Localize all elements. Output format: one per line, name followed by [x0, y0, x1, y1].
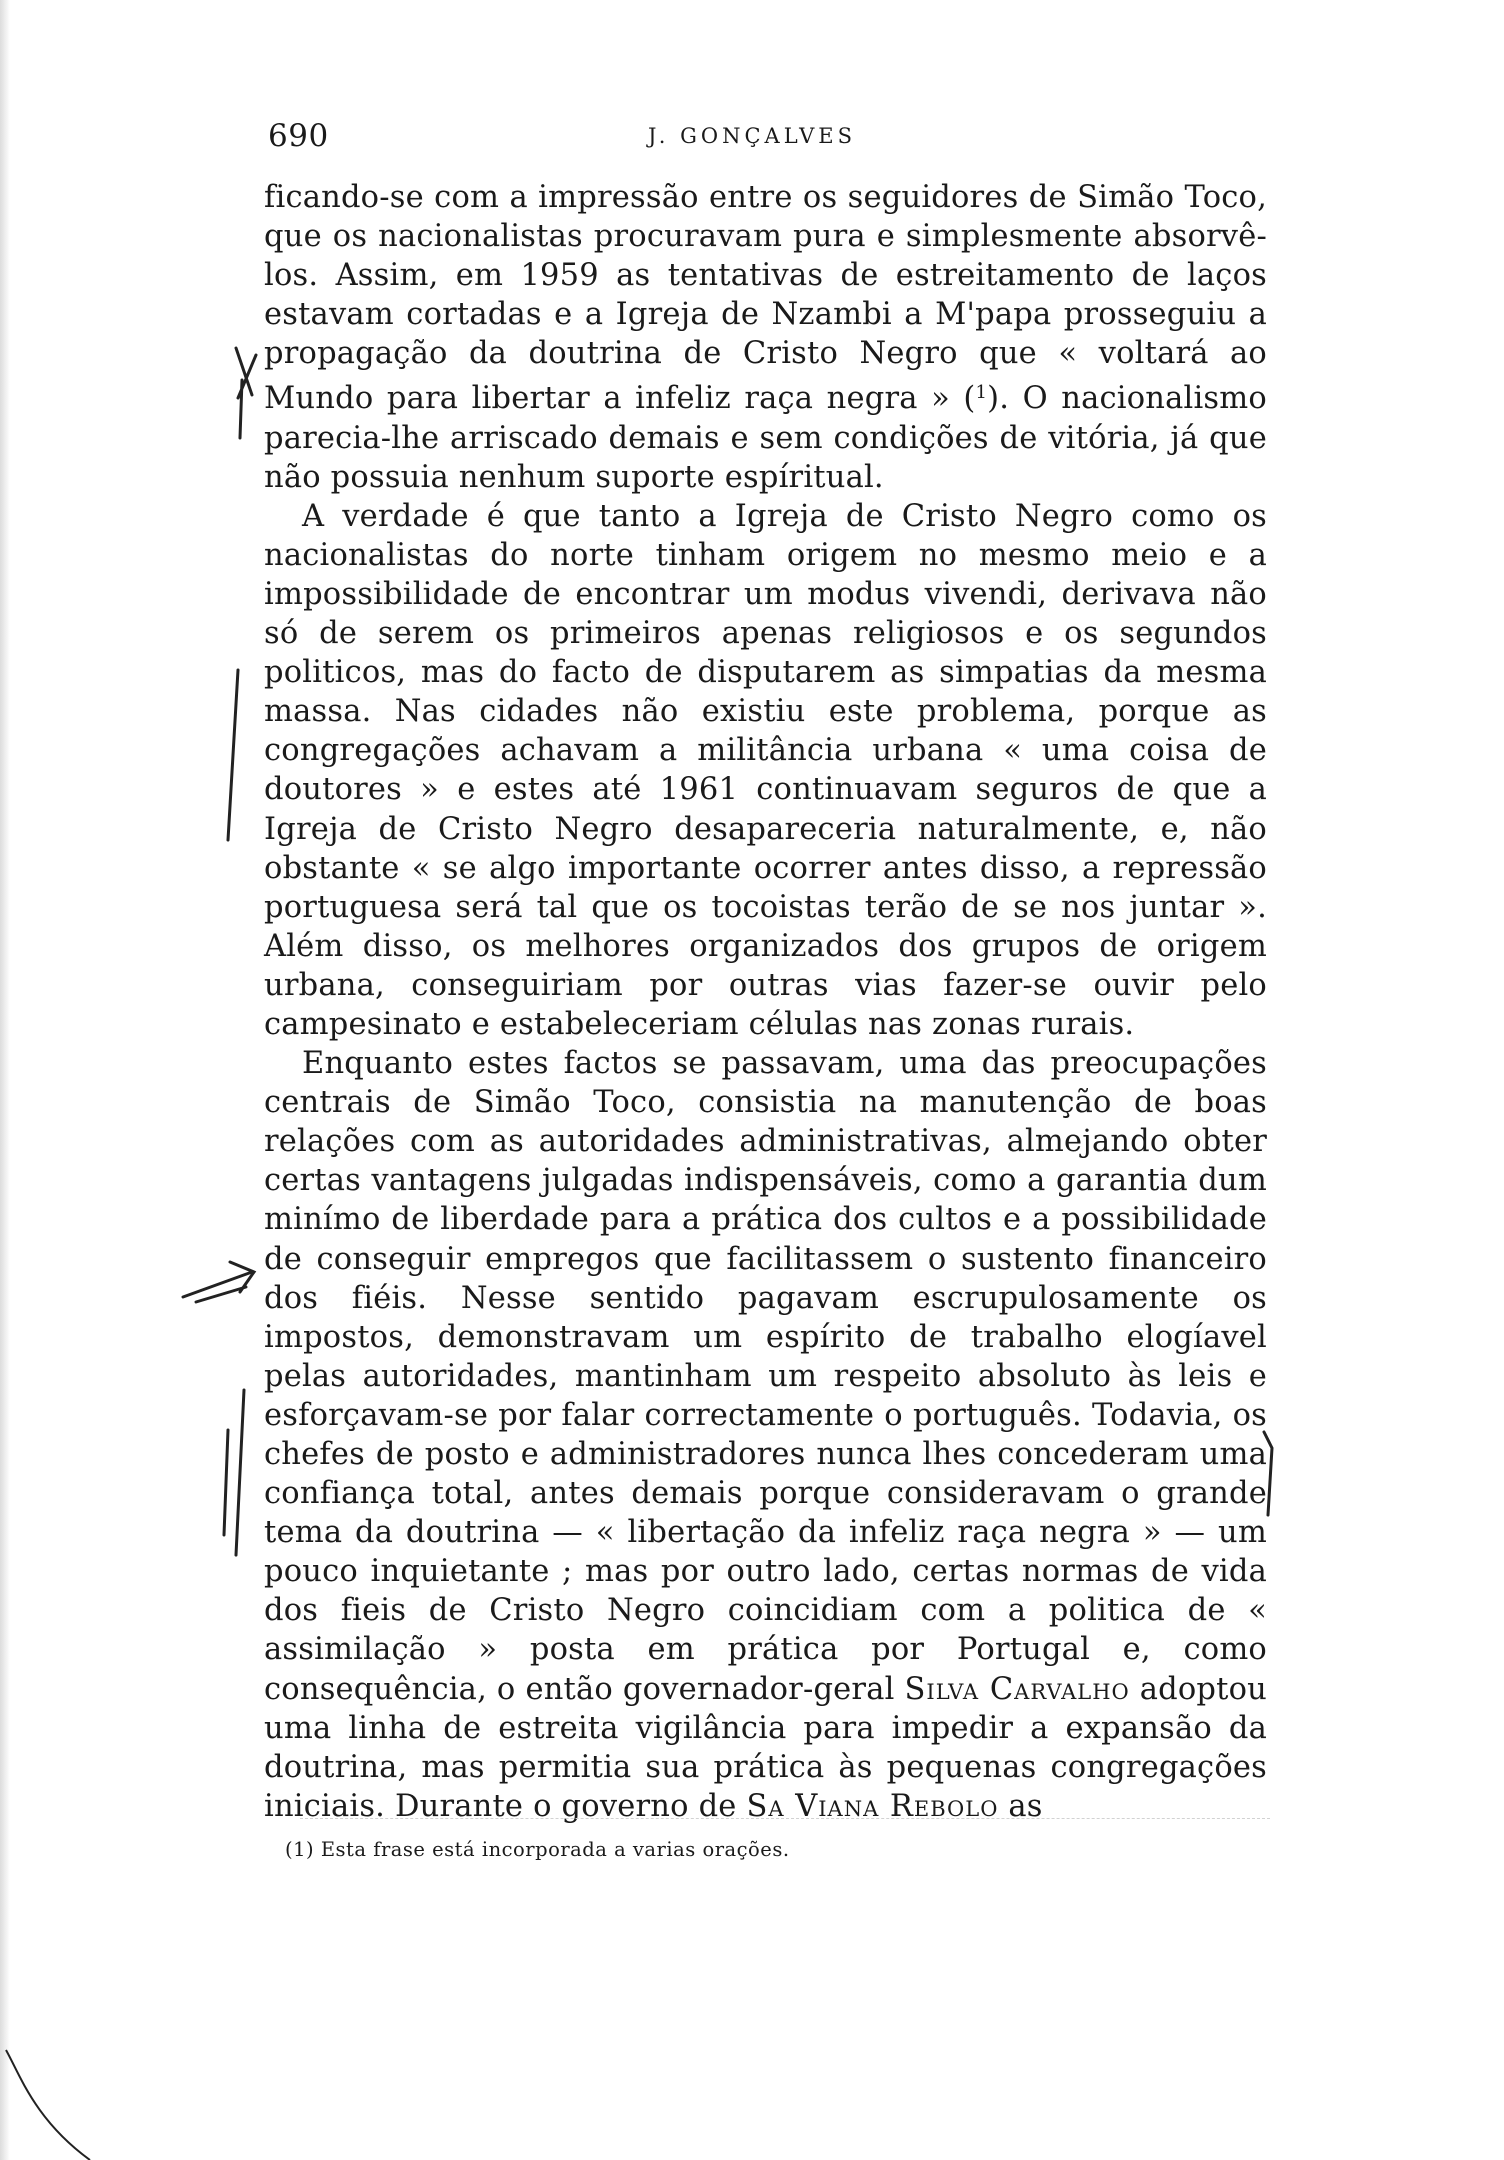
- margin-bar-mark: [228, 670, 238, 840]
- footnote-divider: [300, 1818, 1270, 1819]
- person-name-sa-viana-rebolo: Sa Viana Rebolo: [746, 1788, 999, 1824]
- running-head: J. GONÇALVES: [647, 124, 857, 148]
- paragraph-3: [264, 1044, 1267, 1826]
- footnote: (1) Esta frase está incorporada a varias orações.: [285, 1838, 790, 1861]
- footnote-reference: 1: [975, 382, 988, 404]
- paragraph-3-text-c: as: [998, 1788, 1043, 1824]
- paragraph-3-text-a: Enquanto estes factos se passavam, uma das preocupações centrais de Simão Toco, consistia na manutenção de boas relações com as autoridades administrativas, almejando obter certas vantagens julgadas indispensáveis, como a garantia dum minímo de liberdade para a prática dos cultos e a possibilidade de conseguir empregos que facilitassem o sustento financeiro dos fiéis. Nesse sentido pagavam escrupulosamente os impostos, demonstravam um espírito de trabalho elogíavel pelas autoridades, mantinham um respeito absoluto às leis e esforçavam-se por falar correctamente o português. Todavia, os chefes de posto e administradores nunca lhes concederam uma confiança total, antes demais porque consideravam o grande tema da doutrina — « libertação da infeliz raça negra » — um pouco inquietante ; mas por outro lado, certas normas de vida dos fieis de Cristo Negro coincidiam com a politica de « assimilação » posta em prática por Portugal e, como consequência, o então governador-geral: [264, 1046, 1267, 1707]
- margin-arrow-mark: [183, 1262, 254, 1302]
- paragraph-3-text-b: adoptou uma linha de estreita vigilância para impedir a expansão da doutrina, mas permitia sua prática às pequenas congregações iniciais. Durante o governo de: [264, 1671, 1267, 1824]
- body-text: [264, 178, 1267, 1826]
- margin-cross-mark: [236, 348, 256, 438]
- left-edge-line: [6, 2050, 90, 2160]
- person-name-silva-carvalho: Silva Carvalho: [904, 1671, 1130, 1707]
- page-number: 690: [268, 118, 329, 154]
- paragraph-1-text-a: ficando-se com a impressão entre os seguidores de Simão Toco, que os nacionalistas procuravam pura e simplesmente absorvê-los. Assim, em 1959 as tentativas de estreitamento de laços estavam cortadas e a Igreja de Nzambi a M'papa prosseguiu a propagação da doutrina de Cristo Negro que « voltará ao Mundo para libertar a infeliz raça negra » (: [264, 180, 1267, 417]
- paragraph-2: A verdade é que tanto a Igreja de Cristo Negro como os nacionalistas do norte tinham origem no mesmo meio e a impossibilidade de encontrar um modus vivendi, derivava não só de serem os primeiros apenas religiosos e os segundos politicos, mas do facto de disputarem as simpatias da mesma massa. Nas cidades não existiu este problema, porque as congregações achavam a militância urbana « uma coisa de doutores » e estes até 1961 continuavam seguros de que a Igreja de Cristo Negro desapareceria naturalmente, e, não obstante « se algo importante ocorrer antes disso, a repressão portuguesa será tal que os tocoistas terão de se nos juntar ». Além disso, os melhores organizados dos grupos de origem urbana, conseguiriam por outras vias fazer-se ouvir pelo campesinato e estabeleceriam células nas zonas rurais.: [264, 498, 1267, 1042]
- paragraph-1: [264, 178, 1267, 497]
- margin-double-bar-mark: [224, 1390, 244, 1555]
- book-spine-shadow: [0, 0, 10, 2160]
- paragraph-1-text-b: ). O nacionalismo parecia-lhe arriscado demais e sem condições de vitória, já que não possuia nenhum suporte espíritual.: [264, 381, 1267, 495]
